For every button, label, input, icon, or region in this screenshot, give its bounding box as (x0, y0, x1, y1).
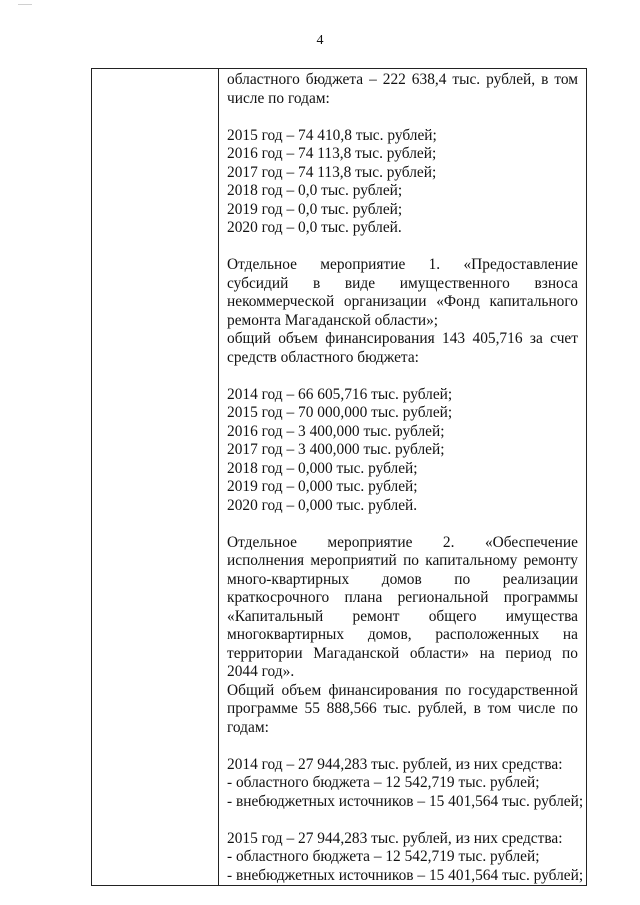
empty-label-cell (92, 69, 219, 886)
measure2-title: Отдельное мероприятие 2. «Обеспечение исполнения мероприятий по капитальному ремонту много-квартирных домов по реализации краткосрочного плана региональной программы «Капитальный ремонт общего имущества многоквартирных домов, расположенных на территории Магаданской области» на период по 2044 год». (227, 533, 578, 680)
content-cell (219, 69, 587, 886)
measure2-total: Общий объем финансирования по государственной программе 55 888,566 тыс. рублей, в том числе по годам: (227, 681, 578, 736)
measure1-year-2015: 2015 год – 70 000,000 тыс. рублей; (227, 404, 453, 421)
measure1-year-2019: 2019 год – 0,000 тыс. рублей; (227, 478, 418, 495)
measure1-year-2018: 2018 год – 0,000 тыс. рублей; (227, 459, 418, 477)
measure1-year-2014: 2014 год – 66 605,716 тыс. рублей; (227, 385, 453, 403)
measure1-year-2017: 2017 год – 3 400,000 тыс. рублей; (227, 441, 445, 458)
measure1-year-2016: 2016 год – 3 400,000 тыс. рублей; (227, 422, 445, 440)
page-number: 4 (316, 33, 324, 48)
measure1-year-2020: 2020 год – 0,000 тыс. рублей. (227, 496, 418, 514)
block1-year-2015: 2015 год – 74 410,8 тыс. рублей; (227, 126, 437, 144)
program-table (91, 68, 587, 886)
year-2014-header: 2014 год – 27 944,283 тыс. рублей, из них средства: (227, 755, 563, 773)
year-2015-extra: - внебюджетных источников – 15 401,564 тыс. рублей; (227, 866, 584, 884)
block1-year-2020: 2020 год – 0,0 тыс. рублей. (227, 219, 402, 236)
year-2014-extra: - внебюджетных источников – 15 401,564 тыс. рублей; (227, 792, 584, 810)
scan-artifact (18, 0, 32, 5)
measure1-title: Отдельное мероприятие 1. «Предоставление субсидий в виде имущественного взноса некоммерческой организации «Фонд капитального ремонта Магаданской области»; (227, 256, 578, 329)
measure1-total: общий объем финансирования 143 405,716 за счет средств областного бюджета: (227, 330, 578, 366)
block1-year-2018: 2018 год – 0,0 тыс. рублей; (227, 182, 403, 199)
table-row (92, 69, 587, 886)
year-2015-regional: - областного бюджета – 12 542,719 тыс. рублей; (227, 848, 540, 865)
block1-year-2017: 2017 год – 74 113,8 тыс. рублей; (227, 163, 437, 181)
block1-year-2016: 2016 год – 74 113,8 тыс. рублей; (227, 145, 437, 162)
year-2015-header: 2015 год – 27 944,283 тыс. рублей, из них средства: (227, 829, 563, 847)
year-2014-regional: - областного бюджета – 12 542,719 тыс. рублей; (227, 774, 540, 791)
block1-intro: областного бюджета – 222 638,4 тыс. рублей, в том числе по годам: (227, 71, 578, 107)
cell-text (219, 69, 586, 885)
block1-year-2019: 2019 год – 0,0 тыс. рублей; (227, 200, 403, 218)
